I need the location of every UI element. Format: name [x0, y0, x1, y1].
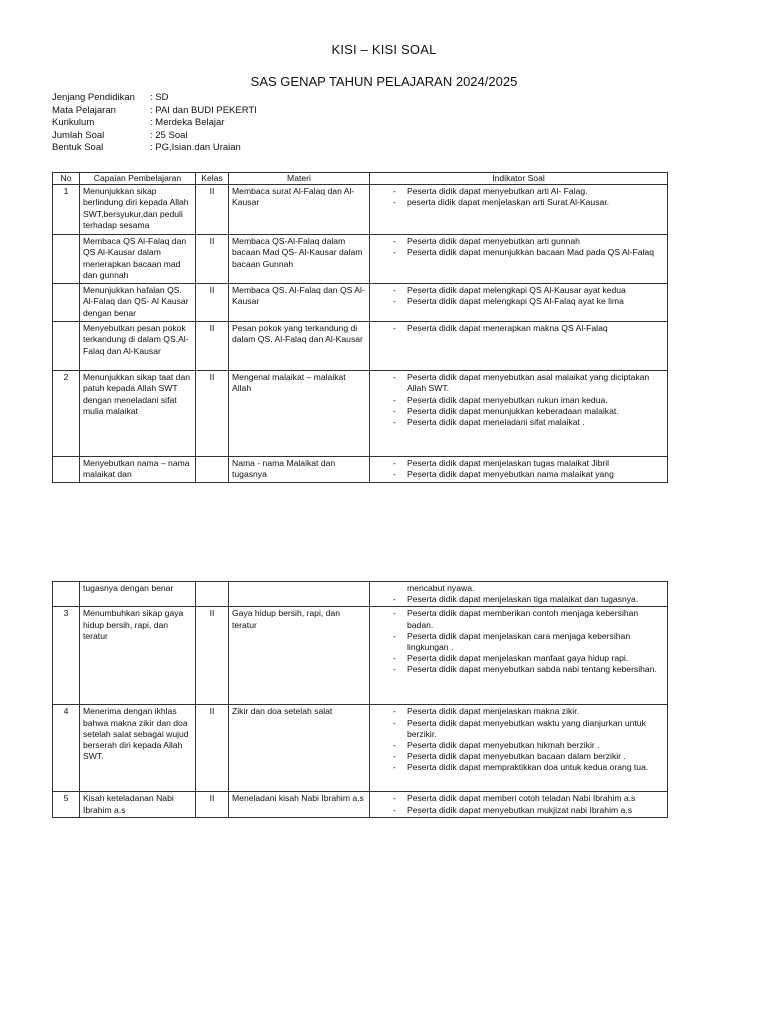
cell-kelas: II: [196, 705, 229, 792]
indikator-item: - Peserta didik dapat meneladani sifat malaikat .: [393, 417, 664, 428]
indikator-item: - Peserta didik dapat melengkapi QS Al-Falaq ayat ke lima: [393, 296, 664, 307]
cell-capaian: Menerima dengan ikhlas bahwa makna zikir dan doa setelah salat sebagai wujud berserah diri kepada Allah SWT.: [80, 705, 196, 792]
indikator-item: - Peserta didik dapat menjelaskan manfaat gaya hidup rapi.: [393, 653, 664, 664]
kisi-table-page-2: [52, 581, 668, 818]
cell-no: [53, 284, 80, 322]
meta-row-kurikulum: [52, 117, 257, 130]
header-capaian: Capaian Pembelajaran: [80, 173, 196, 185]
document-subtitle: SAS GENAP TAHUN PELAJARAN 2024/2025: [250, 74, 518, 89]
cell-indikator: [370, 457, 668, 483]
indikator-item: - Peserta didik dapat menyebutkan rukun iman kedua.: [393, 395, 664, 406]
indikator-item: - Peserta didik dapat menerapkan makna QS Al-Falaq: [393, 323, 664, 334]
cell-capaian: Menunjukkan sikap taat dan patuh kepada Allah SWT dengan meneladani sifat mulia malaikat: [80, 371, 196, 457]
cell-materi: Mengenal malaikat – malaikat Allah: [229, 371, 370, 457]
meta-value: : PAI dan BUDI PEKERTI: [150, 104, 257, 116]
indikator-item: - Peserta didik dapat memberikan contoh menjaga kebersihan badan.: [393, 608, 664, 630]
cell-no: 3: [53, 607, 80, 705]
indikator-item: - Peserta didik dapat melengkapi QS Al-Kausar ayat kedua: [393, 285, 664, 296]
cell-indikator: [370, 185, 668, 235]
cell-kelas: II: [196, 792, 229, 817]
header-indikator: Indikator Soal: [370, 173, 668, 185]
cell-kelas: II: [196, 284, 229, 322]
table-row: [53, 371, 668, 457]
meta-label: Jumlah Soal: [52, 129, 105, 141]
meta-value: : 25 Soal: [150, 129, 188, 141]
cell-materi: Membaca QS. Al-Falaq dan QS Al-Kausar: [229, 284, 370, 322]
cell-no: 5: [53, 792, 80, 817]
table-row: [53, 457, 668, 483]
cell-kelas: II: [196, 235, 229, 284]
cell-no: [53, 235, 80, 284]
cell-indikator: [370, 792, 668, 817]
table-row: [53, 322, 668, 371]
indikator-item: - Peserta didik dapat menyebutkan asal malaikat yang diciptakan Allah SWT.: [393, 372, 664, 394]
cell-capaian: Membaca QS Al-Falaq dan QS Al-Kausar dalam menerapkan bacaan mad dan gunnah: [80, 235, 196, 284]
cell-indikator: [370, 607, 668, 705]
meta-value: : SD: [150, 92, 169, 103]
meta-label: Jenjang Pendidikan: [52, 92, 135, 103]
cell-no: 2: [53, 371, 80, 457]
cell-capaian: Menunjukkan sikap berlindung diri kepada Allah SWT,bersyukur,dan peduli terhadap sesama: [80, 185, 196, 235]
indikator-item: - Peserta didik dapat menyebutkan waktu yang dianjurkan untuk berzikir.: [393, 718, 664, 740]
cell-materi: [229, 582, 370, 607]
cell-indikator: [370, 582, 668, 607]
header-materi: Materi: [229, 173, 370, 185]
indikator-item: - Peserta didik dapat menjelaskan cara menjaga kebersihan lingkungan .: [393, 631, 664, 653]
cell-materi: Meneladani kisah Nabi Ibrahim a.s: [229, 792, 370, 817]
cell-indikator: [370, 371, 668, 457]
meta-label: Mata Pelajaran: [52, 104, 116, 116]
indikator-item: - Peserta didik dapat menyebutkan sabda nabi tentang kebersihan.: [393, 664, 664, 675]
cell-kelas: [196, 457, 229, 483]
cell-kelas: II: [196, 607, 229, 705]
meta-label: Kurikulum: [52, 117, 95, 129]
indikator-item: - Peserta didik dapat mempraktikkan doa untuk kedua orang tua.: [393, 762, 664, 773]
meta-value: : PG,Isian.dan Uraian: [150, 142, 241, 154]
cell-no: 1: [53, 185, 80, 235]
document-title: KISI – KISI SOAL: [331, 42, 437, 57]
cell-capaian: Menyebutkan nama – nama malaikat dan: [80, 457, 196, 483]
table-row: [53, 185, 668, 235]
indikator-item: - Peserta didik dapat menyebutkan bacaan dalam berzikir .: [393, 751, 664, 762]
indikator-item: - peserta didik dapat menjelaskan arti Surat Al-Kausar.: [393, 197, 664, 208]
document-meta: [52, 92, 257, 155]
cell-no: [53, 322, 80, 371]
indikator-continuation: mencabut nyawa.: [407, 583, 475, 593]
cell-indikator: [370, 322, 668, 371]
cell-capaian: Menyebutkan pesan pokok terkandung di dalam QS.Al-Falaq dan Al-Kausar: [80, 322, 196, 371]
cell-materi: Zikir dan doa setelah salat: [229, 705, 370, 792]
cell-kelas: [196, 582, 229, 607]
cell-kelas: II: [196, 185, 229, 235]
cell-capaian: Menumbuhkan sikap gaya hidup bersih, rapi, dan teratur: [80, 607, 196, 705]
indikator-item: - Peserta didik dapat menunjukkan keberadaan malaikat.: [393, 406, 664, 417]
cell-materi: Gaya hidup bersih, rapi, dan teratur: [229, 607, 370, 705]
cell-no: 4: [53, 705, 80, 792]
meta-row-mapel: [52, 105, 257, 118]
cell-capaian: Menunjukkan hafalan QS. Al-Falaq dan QS- Al Kausar dengan benar: [80, 284, 196, 322]
table-row: [53, 284, 668, 322]
cell-capaian: Kisah keteladanan Nabi Ibrahim a.s: [80, 792, 196, 817]
table-row: [53, 792, 668, 817]
cell-indikator: [370, 284, 668, 322]
kisi-table-page-1: [52, 172, 668, 483]
indikator-item: - Peserta didik dapat menyebutkan mukjizat nabi Ibrahim a.s: [393, 805, 664, 816]
table-row: [53, 235, 668, 284]
cell-materi: Membaca surat Al-Falaq dan Al-Kausar: [229, 185, 370, 235]
cell-no: [53, 582, 80, 607]
indikator-item: - Peserta didik dapat menjelaskan makna zikir.: [393, 706, 664, 717]
meta-value: : Merdeka Belajar: [150, 117, 225, 129]
indikator-item: - Peserta didik dapat menyebutkan arti Al- Falag.: [393, 186, 664, 197]
cell-indikator: [370, 235, 668, 284]
indikator-item: - Peserta didik dapat memberi cotoh teladan Nabi Ibrahim a.s: [393, 793, 664, 804]
table-row: [53, 582, 668, 607]
header-kelas: Kelas: [196, 173, 229, 185]
cell-kelas: II: [196, 322, 229, 371]
meta-row-jenjang: [52, 92, 257, 105]
indikator-item: - Peserta didik dapat menunjukkan bacaan Mad pada QS Al-Falaq: [393, 247, 664, 258]
cell-materi: Pesan pokok yang terkandung di dalam QS. Al-Falaq dan Al-Kausar: [229, 322, 370, 371]
indikator-item: - Peserta didik dapat menyebutkan arti gunnah: [393, 236, 664, 247]
indikator-item: - Peserta didik dapat menyebutkan nama malaikat yang: [393, 469, 664, 480]
meta-label: Bentuk Soal: [52, 142, 104, 154]
table-header-row: [53, 173, 668, 185]
indikator-item: - Peserta didik dapat menjelaskan tugas malaikat Jibril: [393, 458, 664, 469]
indikator-item: - Peserta didik dapat menyebutkan hikmah berzikir .: [393, 740, 664, 751]
cell-kelas: II: [196, 371, 229, 457]
header-no: No: [53, 173, 80, 185]
indikator-item: - Peserta didik dapat menjelaskan tiga malaikat dan tugasnya.: [393, 594, 664, 605]
meta-row-bentuk: [52, 142, 257, 155]
cell-no: [53, 457, 80, 483]
cell-materi: Nama - nama Malaikat dan tugasnya: [229, 457, 370, 483]
cell-capaian: tugasnya dengan benar: [80, 582, 196, 607]
table-row: [53, 705, 668, 792]
table-row: [53, 607, 668, 705]
cell-indikator: [370, 705, 668, 792]
meta-row-jumlah: [52, 130, 257, 143]
cell-materi: Membaca QS-Al-Falaq dalam bacaan Mad QS- Al-Kausar dalam bacaan Gunnah: [229, 235, 370, 284]
